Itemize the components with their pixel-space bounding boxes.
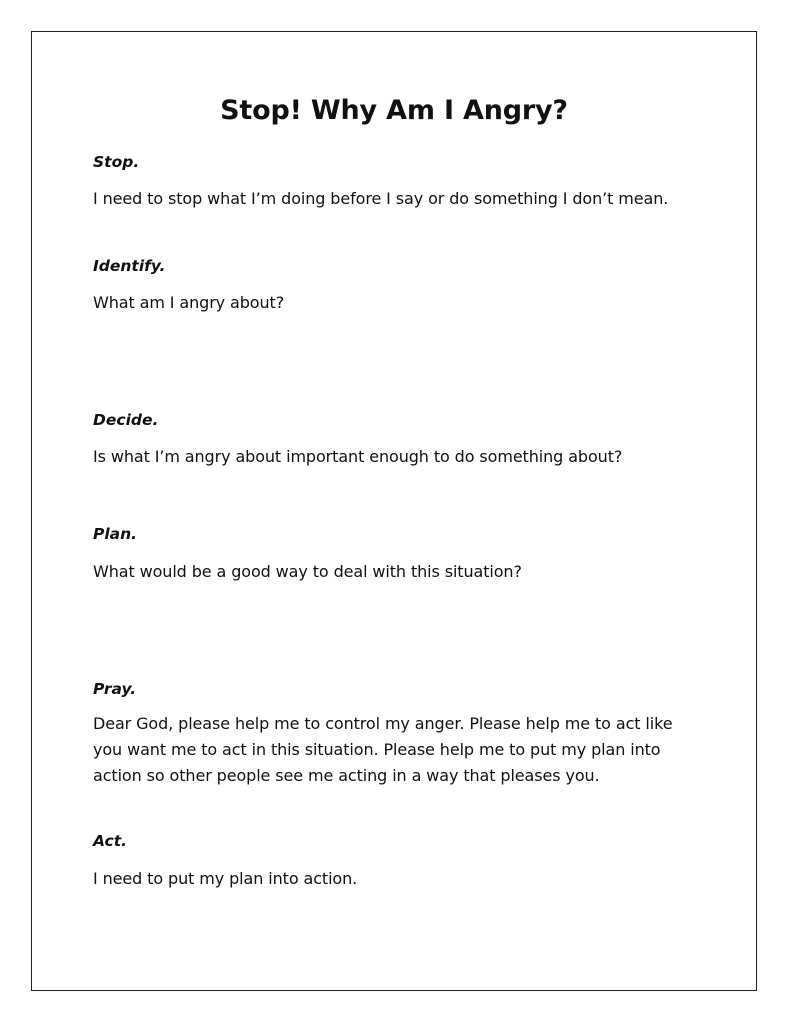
section-heading-identify: Identify. bbox=[93, 257, 166, 275]
section-text-identify: What am I angry about? bbox=[93, 293, 285, 312]
section-text-decide: Is what I’m angry about important enough to do something about? bbox=[93, 447, 623, 466]
section-text-act: I need to put my plan into action. bbox=[93, 869, 358, 888]
section-text-stop: I need to stop what I’m doing before I say or do something I don’t mean. bbox=[93, 189, 669, 208]
section-text-pray: Dear God, please help me to control my anger. Please help me to act like you want me to act in this situation. Please help me to put my plan into action so other people see me acting in a way that pleases you. bbox=[93, 714, 673, 785]
section-heading-pray: Pray. bbox=[93, 680, 137, 698]
section-heading-act: Act. bbox=[93, 832, 128, 850]
page-title: Stop! Why Am I Angry? bbox=[220, 95, 568, 126]
section-heading-decide: Decide. bbox=[93, 411, 159, 429]
section-heading-plan: Plan. bbox=[93, 525, 138, 543]
page-border bbox=[31, 31, 757, 991]
section-heading-stop: Stop. bbox=[93, 153, 140, 171]
section-text-plan: What would be a good way to deal with this situation? bbox=[93, 562, 522, 581]
